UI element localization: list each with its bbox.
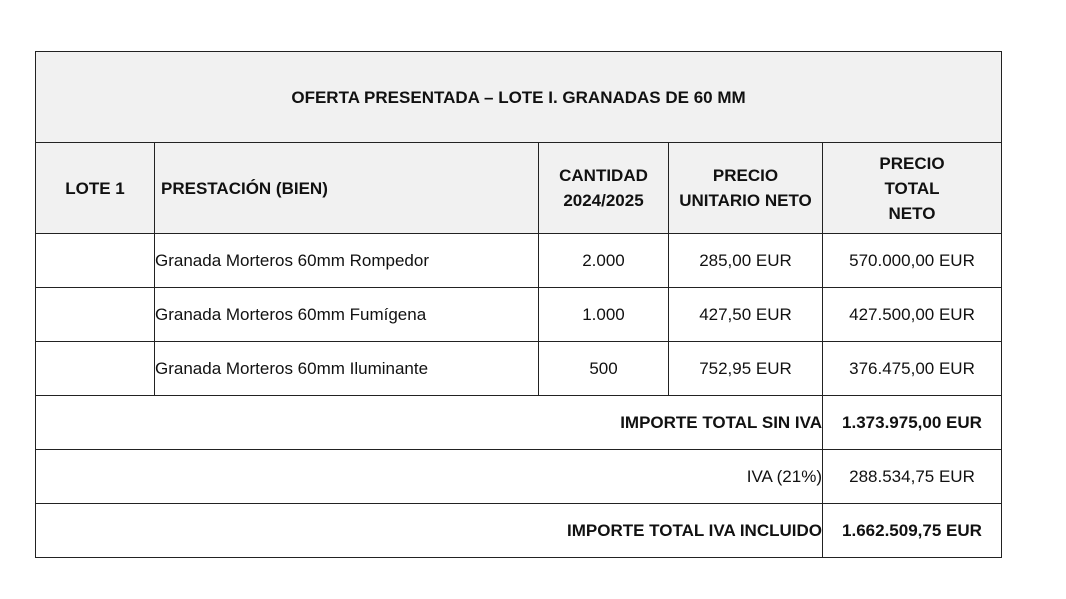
table-row [36, 288, 1002, 342]
header-cantidad-line-2: 2024/2025 [563, 191, 644, 210]
cell-precio-unitario: 285,00 EUR [669, 234, 823, 288]
vat-value: 288.534,75 EUR [823, 450, 1002, 504]
vat-row [36, 450, 1002, 504]
cell-prestacion: Granada Morteros 60mm Iluminante [155, 342, 539, 396]
header-precio-unitario-line-2: UNITARIO NETO [679, 191, 812, 210]
cell-cantidad: 1.000 [539, 288, 669, 342]
table-title: OFERTA PRESENTADA – LOTE I. GRANADAS DE 60 MM [36, 52, 1002, 143]
table-row [36, 234, 1002, 288]
cell-precio-total: 376.475,00 EUR [823, 342, 1002, 396]
offer-table [35, 51, 1002, 558]
cell-precio-total: 570.000,00 EUR [823, 234, 1002, 288]
grand-total-row [36, 504, 1002, 558]
cell-cantidad: 2.000 [539, 234, 669, 288]
cell-precio-total: 427.500,00 EUR [823, 288, 1002, 342]
cell-precio-unitario: 752,95 EUR [669, 342, 823, 396]
cell-prestacion: Granada Morteros 60mm Rompedor [155, 234, 539, 288]
cell-lote [36, 234, 155, 288]
header-precio-total-line-1: PRECIO [879, 153, 945, 173]
cell-precio-unitario: 427,50 EUR [669, 288, 823, 342]
cell-prestacion: Granada Morteros 60mm Fumígena [155, 288, 539, 342]
header-precio-total [823, 143, 1002, 234]
cell-cantidad: 500 [539, 342, 669, 396]
title-row [36, 52, 1002, 143]
header-precio-total-line-3: NETO [888, 203, 936, 223]
offer-document [35, 51, 1001, 558]
header-precio-total-line-2: TOTAL [884, 178, 940, 198]
subtotal-value: 1.373.975,00 EUR [823, 396, 1002, 450]
header-row [36, 143, 1002, 234]
subtotal-row [36, 396, 1002, 450]
vat-label: IVA (21%) [36, 450, 823, 504]
grand-total-value: 1.662.509,75 EUR [823, 504, 1002, 558]
cell-lote [36, 342, 155, 396]
table-row [36, 342, 1002, 396]
header-precio-unitario [669, 143, 823, 234]
header-lote: LOTE 1 [36, 143, 155, 234]
grand-total-label: IMPORTE TOTAL IVA INCLUIDO [36, 504, 823, 558]
subtotal-label: IMPORTE TOTAL SIN IVA [36, 396, 823, 450]
header-precio-unitario-line-1: PRECIO [712, 166, 779, 185]
header-cantidad-line-1: CANTIDAD [559, 166, 648, 185]
cell-lote [36, 288, 155, 342]
header-cantidad [539, 143, 669, 234]
header-prestacion: PRESTACIÓN (BIEN) [155, 143, 539, 234]
